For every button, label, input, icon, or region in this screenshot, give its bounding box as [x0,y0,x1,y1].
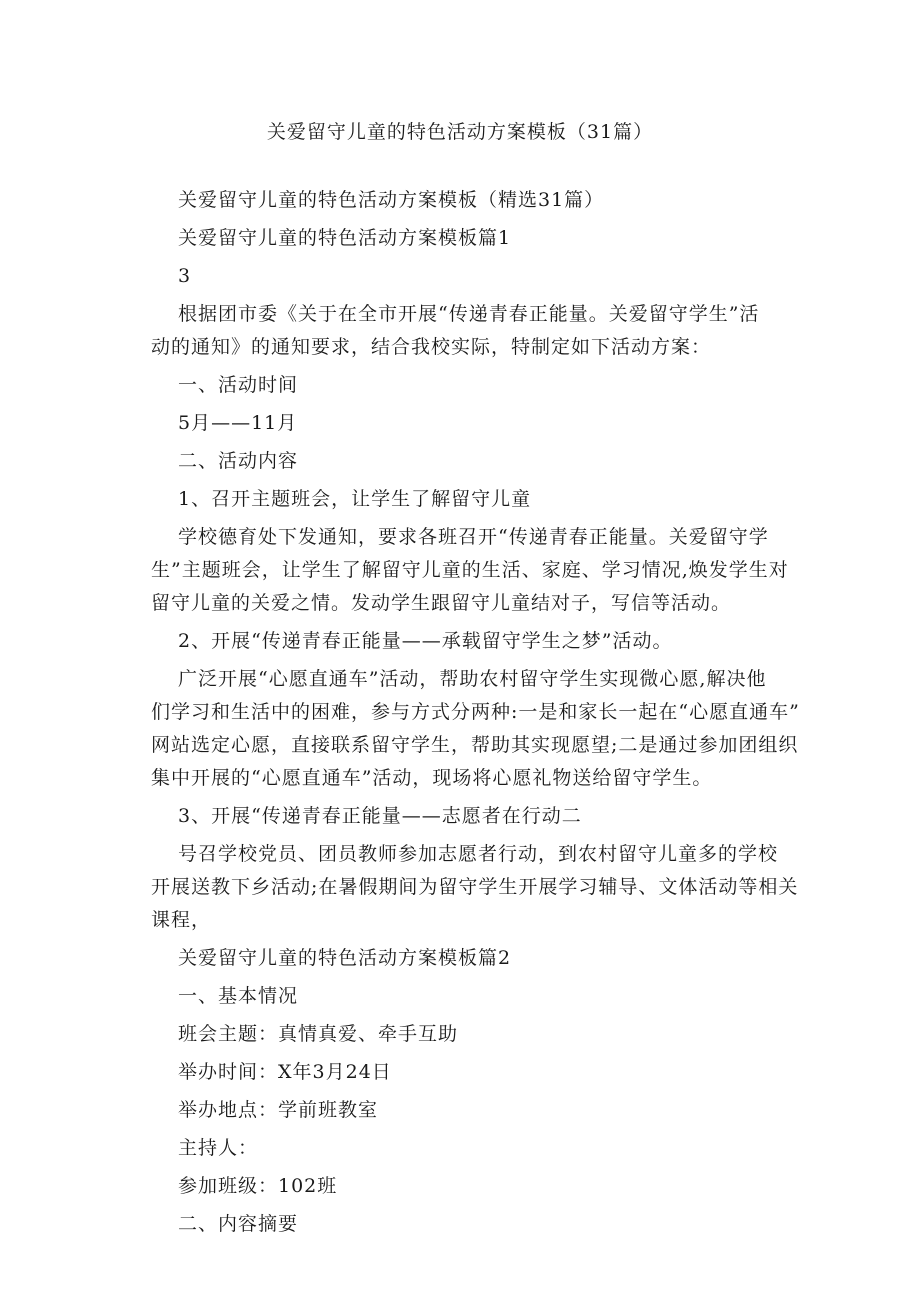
item-1-heading [178,483,790,516]
text-line: 2、开展“传递青春正能量——承载留守学生之梦”活动。 [178,630,673,652]
text-line: 广泛开展“心愿直通车”活动，帮助农村留守学生实现微心愿,解决他 [178,668,767,690]
field-class [178,1170,790,1203]
field-meeting-theme [178,1018,790,1051]
text-line: 开展送教下乡活动;在暑假期间为留守学生开展学习辅导、文体活动等相关 [151,876,799,898]
text-line: 班会主题：真情真爱、牵手互助 [178,1023,459,1045]
text-line: 举办时间：X年3月24日 [178,1061,392,1083]
item-3-body [151,838,799,937]
item-1-body [151,521,790,620]
text-line: 关爱留守儿童的特色活动方案模板篇1 [178,227,512,249]
text-line: 留守儿童的关爱之情。发动学生跟留守儿童结对子，写信等活动。 [151,592,732,614]
field-host [178,1132,790,1165]
document-body [151,184,800,1246]
heading-activity-content [178,445,790,478]
item-2-body [151,663,800,795]
field-meeting-location [178,1094,790,1127]
text-line: 主持人： [178,1137,259,1159]
field-meeting-time [178,1056,790,1089]
text-line: 网站选定心愿，直接联系留守学生，帮助其实现愿望;二是通过参加团组织 [151,734,799,756]
text-line: 举办地点：学前班教室 [178,1099,379,1121]
heading-content-summary [178,1208,790,1241]
text-line: 一、基本情况 [178,985,299,1007]
text-line: 动的通知》的通知要求，结合我校实际，特制定如下活动方案： [151,336,712,358]
paragraph-number [178,260,790,293]
text-line: 根据团市委《关于在全市开展“传递青春正能量。关爱留守学生”活 [178,303,760,325]
text-line: 们学习和生活中的困难，参与方式分两种:一是和家长一起在“心愿直通车” [151,701,800,723]
item-3-heading [178,800,790,833]
document-title: 关爱留守儿童的特色活动方案模板（31篇） [266,121,654,143]
text-line: 课程， [151,909,212,931]
text-line: 二、活动内容 [178,450,299,472]
text-line: 关爱留守儿童的特色活动方案模板（精选31篇） [178,189,605,211]
text-line: 1、召开主题班会，让学生了解留守儿童 [178,488,532,510]
text-line: 二、内容摘要 [178,1213,299,1235]
section-heading-1 [178,222,790,255]
paragraph-intro [151,298,790,364]
text-line: 参加班级：102班 [178,1175,338,1197]
text-line: 生”主题班会，让学生了解留守儿童的生活、家庭、学习情况,焕发学生对 [151,559,789,581]
heading-activity-time [178,369,790,402]
section-heading-2 [178,942,790,975]
paragraph-subtitle [178,184,790,217]
text-line: 集中开展的“心愿直通车”活动，现场将心愿礼物送给留守学生。 [151,767,713,789]
item-2-heading [178,625,790,658]
text-line: 号召学校党员、团员教师参加志愿者行动，到农村留守儿童多的学校 [178,843,779,865]
text-line: 5月——11月 [178,412,298,434]
text-line: 一、活动时间 [178,374,299,396]
text-line: 关爱留守儿童的特色活动方案模板篇2 [178,947,512,969]
paragraph-date-range [178,407,790,440]
text-line: 3 [178,265,192,287]
text-line: 学校德育处下发通知，要求各班召开“传递青春正能量。关爱留守学 [178,526,769,548]
heading-basic-info [178,980,790,1013]
text-line: 3、开展“传递青春正能量——志愿者在行动二 [178,805,582,827]
